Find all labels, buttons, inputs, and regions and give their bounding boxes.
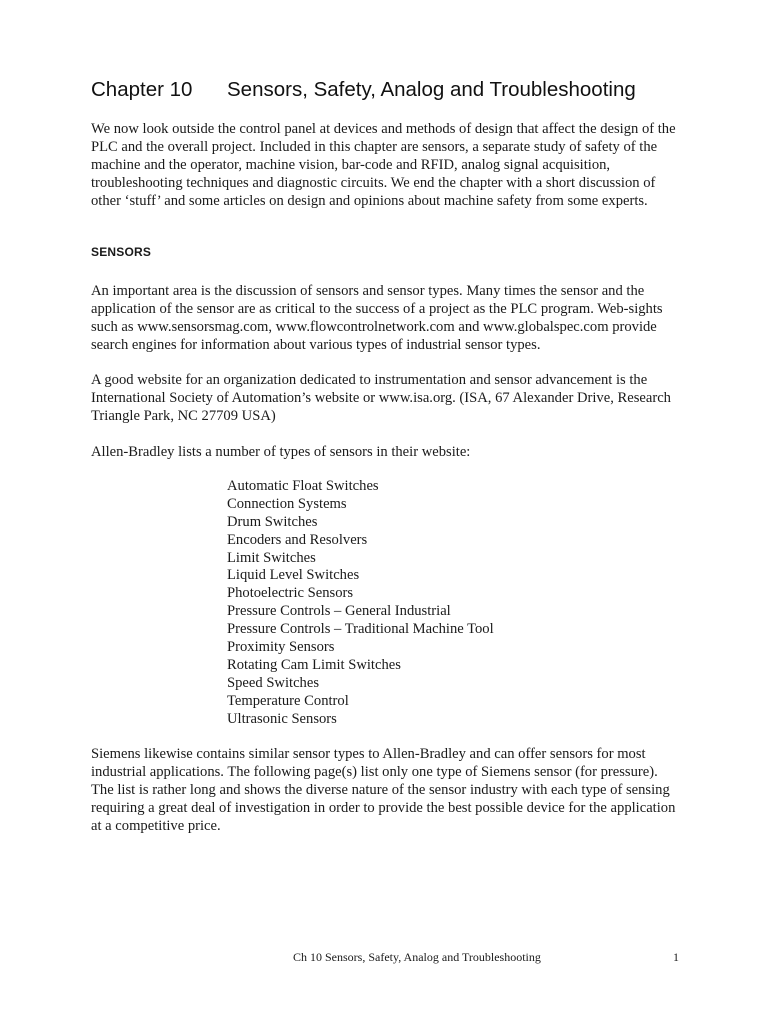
- list-item: Pressure Controls – General Industrial: [227, 603, 451, 620]
- list-item: Rotating Cam Limit Switches: [227, 656, 401, 673]
- chapter-name: Sensors, Safety, Analog and Troubleshooting: [227, 78, 636, 101]
- list-item: Automatic Float Switches: [227, 478, 379, 494]
- list-item: Speed Switches: [227, 674, 320, 691]
- intro-paragraph: We now look outside the control panel at devices and methods of design that affect the design of the PLC and the overall project. Included in this chapter are sensors, a separate study of safety of the machine and the operator, machine vision, bar-code and RFID, analog signal acquisition, troubleshooting techniques and diagnostic circuits. We end the chapter with a short discussion of other ‘stuff’ and some articles on design and opinions about machine safety from some experts.: [91, 121, 676, 209]
- isa-paragraph: A good website for an organization dedicated to instrumentation and sensor advancement is the International Society of Automation’s website or www.isa.org. (ISA, 67 Alexander Drive, Research Triangle Park, NC 27709 USA): [91, 372, 671, 424]
- list-item: Encoders and Resolvers: [227, 531, 368, 548]
- chapter-number: Chapter 10: [91, 78, 193, 101]
- siemens-paragraph: Siemens likewise contains similar sensor types to Allen-Bradley and can offer sensors for most industrial applications. The following page(s) list only one type of Siemens sensor (for pressure). The list is rather long and shows the diverse nature of the sensor industry with each type of sensing requiring a great deal of investigation in order to provide the best possible device for the application at a competitive price.: [91, 746, 676, 834]
- list-item: Drum Switches: [227, 513, 318, 530]
- sensor-type-list: [227, 477, 494, 727]
- sensors-paragraph: An important area is the discussion of sensors and sensor types. Many times the sensor and the application of the sensor are as critical to the success of a project as the PLC program. Web-sights such as www.sensorsmag.com, www.flowcontrolnetwork.com and www.globalspec.com provide search engines for information about various types of industrial sensor types.: [91, 283, 663, 353]
- footer-title: Ch 10 Sensors, Safety, Analog and Troubleshooting: [293, 950, 541, 964]
- list-item: Ultrasonic Sensors: [227, 710, 337, 727]
- list-item: Connection Systems: [227, 495, 347, 512]
- list-item: Temperature Control: [227, 692, 349, 709]
- allen-bradley-paragraph: Allen-Bradley lists a number of types of sensors in their website:: [91, 444, 471, 460]
- list-item: Liquid Level Switches: [227, 567, 360, 584]
- section-heading-sensors: SENSORS: [91, 245, 152, 259]
- list-item: Pressure Controls – Traditional Machine Tool: [227, 621, 494, 638]
- list-item: Proximity Sensors: [227, 639, 335, 656]
- list-item: Photoelectric Sensors: [227, 585, 354, 602]
- page-number: 1: [673, 950, 679, 964]
- chapter-title: [91, 77, 711, 103]
- list-item: Limit Switches: [227, 549, 316, 566]
